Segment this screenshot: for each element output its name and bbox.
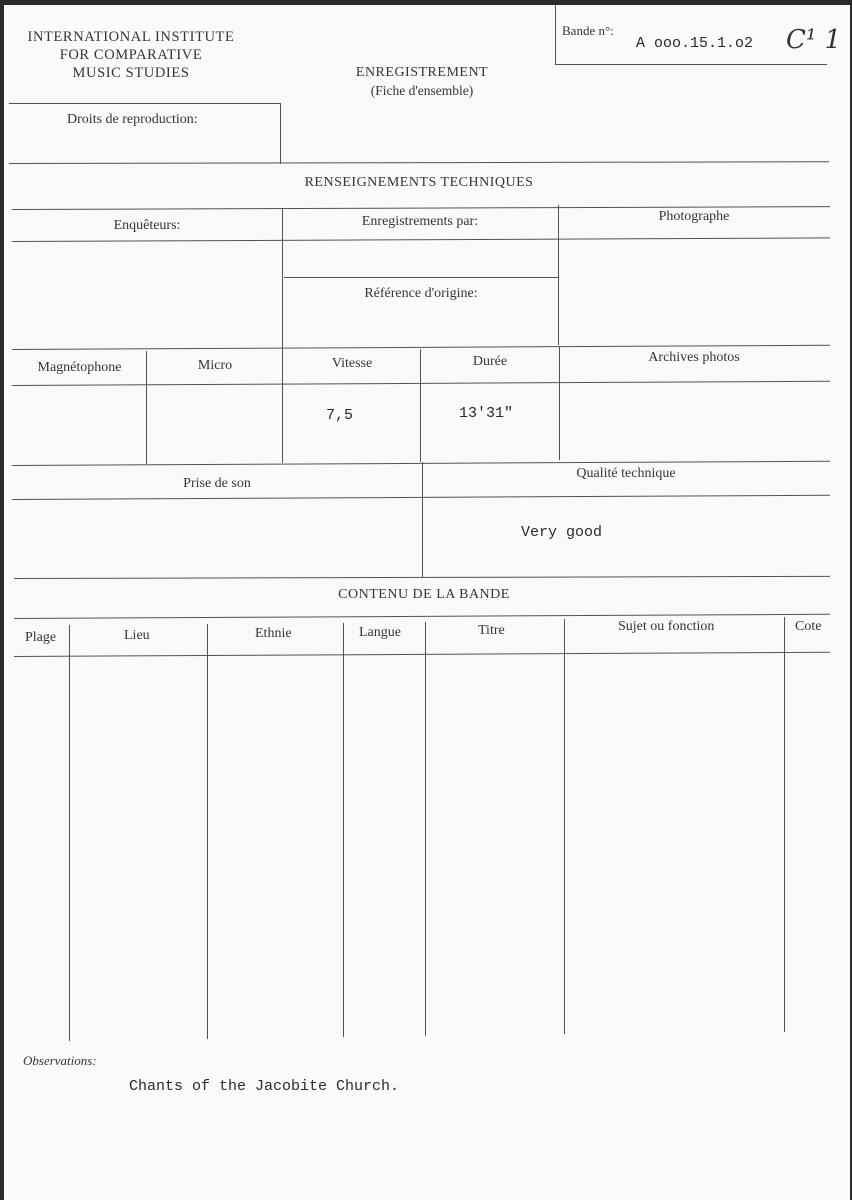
tape-box-bottom-border: [555, 64, 827, 65]
technical-divider-1: [282, 208, 283, 351]
contents-section-title: CONTENU DE LA BANDE: [338, 587, 510, 602]
column-header-lieu: Lieu: [124, 628, 150, 643]
speed-label: Vitesse: [331, 356, 373, 371]
form-title: ENREGISTREMENT: [355, 65, 489, 80]
photo-archives-label: Archives photos: [648, 350, 740, 365]
institute-line-3: MUSIC STUDIES: [72, 65, 190, 81]
column-header-cote: Cote: [795, 619, 822, 634]
sound-header-line: [12, 495, 830, 500]
contents-divider-4: [425, 622, 426, 1036]
sound-capture-label: Prise de son: [183, 476, 251, 491]
institute-line-1: INTERNATIONAL INSTITUTE: [27, 29, 235, 45]
equipment-divider-1: [146, 351, 147, 464]
column-header-titre: Titre: [478, 623, 505, 638]
technical-divider-2: [558, 205, 559, 345]
origin-reference-line: [284, 277, 558, 278]
duration-label: Durée: [472, 354, 508, 369]
technical-line-2: [12, 237, 830, 242]
rights-top-line: [9, 103, 280, 104]
recordings-by-label: Enregistrements par:: [361, 214, 479, 229]
rights-bottom-line: [9, 161, 829, 164]
record-sheet: [4, 5, 850, 1200]
column-header-langue: Langue: [359, 625, 401, 640]
institute-name: [6, 28, 256, 82]
technical-section-title: RENSEIGNEMENTS TECHNIQUES: [304, 175, 534, 190]
column-header-ethnie: Ethnie: [255, 626, 292, 641]
observations-label: Observations:: [23, 1053, 97, 1068]
tape-number-value: A ooo.15.1.o2: [636, 35, 754, 52]
contents-divider-5: [564, 619, 565, 1034]
investigators-label: Enquêteurs:: [113, 218, 181, 233]
rights-label: Droits de reproduction:: [67, 112, 198, 127]
technical-quality-label: Qualité technique: [576, 466, 676, 481]
tape-number-label: Bande n°:: [562, 23, 614, 38]
duration-value: 13'31": [459, 405, 514, 422]
form-subtitle: (Fiche d'ensemble): [370, 83, 474, 98]
tape-box-left-border: [555, 5, 556, 65]
sound-bottom-line: [14, 576, 830, 579]
photographer-label: Photographe: [658, 209, 730, 224]
institute-line-2: FOR COMPARATIVE: [59, 47, 203, 63]
micro-label: Micro: [197, 358, 233, 373]
contents-divider-6: [784, 617, 785, 1032]
handwritten-mark: C¹ 1: [786, 25, 842, 55]
contents-header-line: [14, 652, 830, 657]
equipment-divider-2: [282, 350, 283, 463]
column-header-sujet: Sujet ou fonction: [618, 619, 715, 634]
tape-recorder-label: Magnétophone: [37, 360, 122, 375]
technical-quality-value: Very good: [521, 524, 603, 541]
sound-divider: [422, 462, 423, 578]
contents-divider-2: [207, 624, 208, 1039]
equipment-divider-4: [559, 347, 560, 460]
contents-divider-3: [343, 623, 344, 1037]
observations-value: Chants of the Jacobite Church.: [129, 1078, 400, 1095]
contents-divider-1: [69, 625, 70, 1041]
column-header-plage: Plage: [25, 630, 57, 645]
speed-value: 7,5: [326, 407, 354, 424]
rights-right-border: [280, 103, 281, 164]
equipment-divider-3: [420, 349, 421, 462]
origin-reference-label: Référence d'origine:: [364, 286, 478, 301]
